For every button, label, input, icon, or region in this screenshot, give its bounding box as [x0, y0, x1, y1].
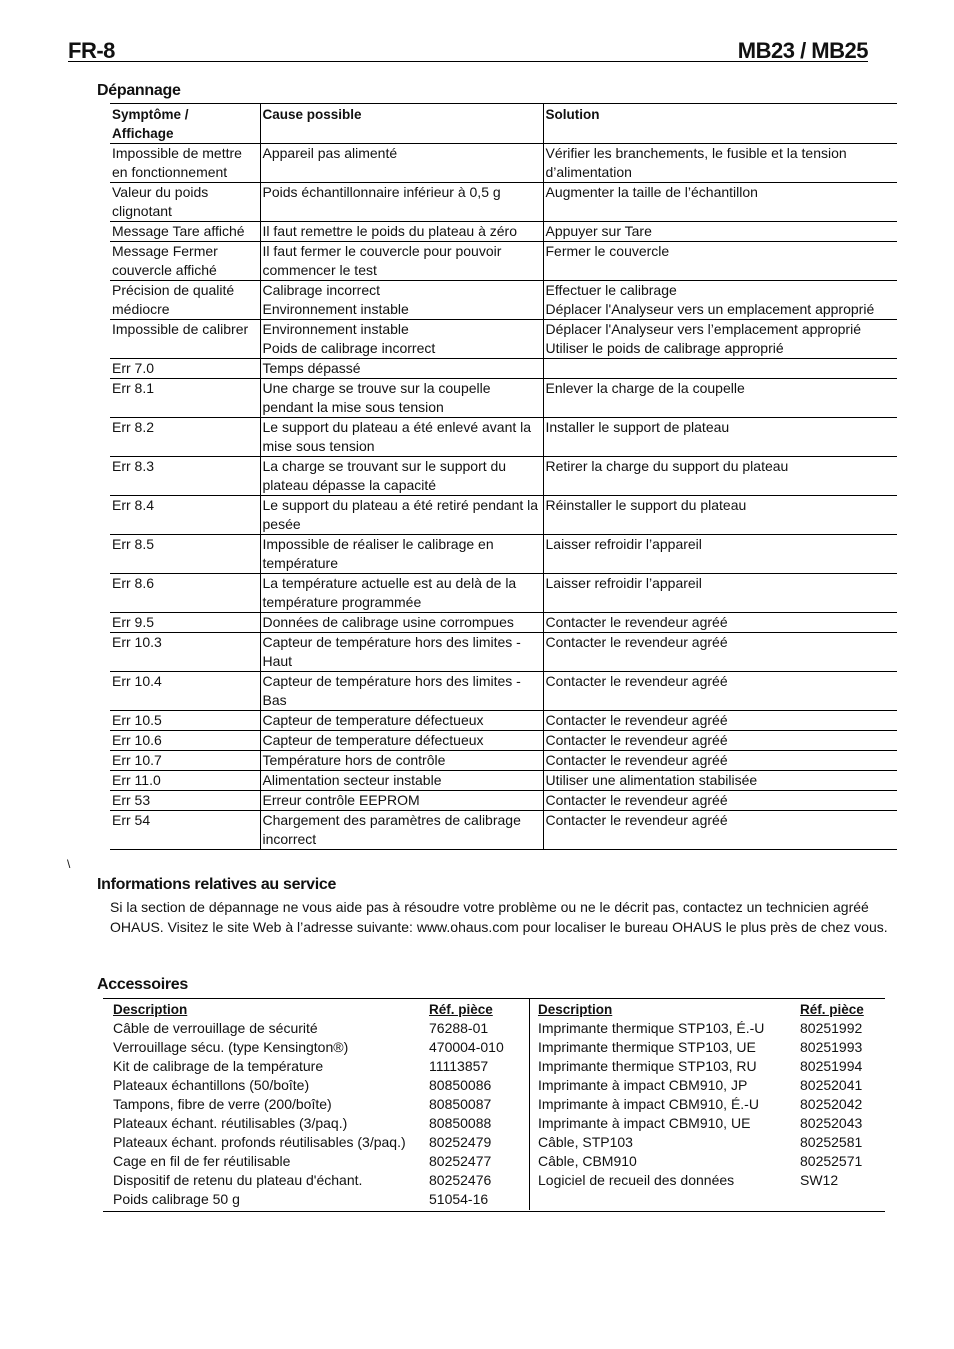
- troubleshooting-title: Dépannage: [97, 82, 181, 99]
- description-header: Description: [538, 1002, 613, 1017]
- table-row: [110, 811, 897, 850]
- table-row: [110, 535, 897, 574]
- accessory-part-number: SW12: [800, 1172, 839, 1188]
- symptom-cell: Err 11.0: [110, 771, 260, 791]
- cause-cell: Appareil pas alimenté: [260, 144, 543, 183]
- troubleshooting-table: [110, 103, 897, 850]
- cause-cell: Capteur de temperature défectueux: [260, 711, 543, 731]
- accessory-part-number: 51054-16: [429, 1191, 489, 1207]
- cause-cell: Il faut remettre le poids du plateau à zéro: [260, 222, 543, 242]
- accessory-description: Dispositif de retenu du plateau d'échant.: [113, 1172, 363, 1188]
- symptom-cell: Valeur du poids clignotant: [110, 183, 260, 222]
- accessory-item: [113, 1038, 504, 1057]
- solution-cell: Contacter le revendeur agréé: [543, 711, 897, 731]
- accessory-part-number: 80850086: [429, 1077, 492, 1093]
- accessory-part-number: 80252042: [800, 1096, 863, 1112]
- solution-cell: Laisser refroidir l’appareil: [543, 535, 897, 574]
- symptom-cell: Err 8.1: [110, 379, 260, 418]
- solution-cell: Déplacer l'Analyseur vers l’emplacement approprié Utiliser le poids de calibrage approprié: [543, 320, 897, 359]
- accessory-part-number: 80252043: [800, 1115, 863, 1131]
- accessory-description: Tampons, fibre de verre (200/boîte): [113, 1096, 332, 1112]
- cause-cell: Environnement instable Poids de calibrage incorrect: [260, 320, 543, 359]
- symptom-cell: Impossible de calibrer: [110, 320, 260, 359]
- cause-cell: La température actuelle est au delà de la température programmée: [260, 574, 543, 613]
- accessories-title: Accessoires: [97, 976, 188, 993]
- accessories-header-row: [113, 1000, 504, 1019]
- accessory-part-number: 80850087: [429, 1096, 492, 1112]
- accessory-part-number: 11113857: [429, 1058, 489, 1074]
- table-row: [110, 457, 897, 496]
- table-row: [110, 183, 897, 222]
- accessory-item: [538, 1114, 864, 1133]
- accessory-description: Imprimante thermique STP103, UE: [538, 1039, 756, 1055]
- solution-cell: Réinstaller le support du plateau: [543, 496, 897, 535]
- solution-cell: Contacter le revendeur agréé: [543, 633, 897, 672]
- table-row: [110, 242, 897, 281]
- symptom-cell: Err 8.6: [110, 574, 260, 613]
- table-row: [110, 633, 897, 672]
- cause-cell: Capteur de température hors des limites - Bas: [260, 672, 543, 711]
- cause-cell: Température hors de contrôle: [260, 751, 543, 771]
- accessory-description: Imprimante à impact CBM910, UE: [538, 1115, 751, 1131]
- table-row: [110, 574, 897, 613]
- table-row: [110, 771, 897, 791]
- table-row: [110, 144, 897, 183]
- table-row: [110, 320, 897, 359]
- accessory-part-number: 80251992: [800, 1020, 863, 1036]
- solution-cell: Appuyer sur Tare: [543, 222, 897, 242]
- service-title: Informations relatives au service: [97, 876, 337, 893]
- solution-cell: Augmenter la taille de l’échantillon: [543, 183, 897, 222]
- accessory-item: [113, 1057, 504, 1076]
- solution-cell: Retirer la charge du support du plateau: [543, 457, 897, 496]
- accessory-description: Plateaux échantillons (50/boîte): [113, 1077, 310, 1093]
- accessory-item: [113, 1190, 504, 1209]
- accessory-part-number: 76288-01: [429, 1020, 489, 1036]
- model-title: MB23 / MB25: [737, 38, 868, 63]
- accessory-description: Imprimante thermique STP103, RU: [538, 1058, 757, 1074]
- symptom-cell: Err 53: [110, 791, 260, 811]
- accessory-description: Plateaux échant. profonds réutilisables (3/paq.): [113, 1134, 406, 1150]
- table-row: [110, 731, 897, 751]
- solution-cell: Contacter le revendeur agréé: [543, 811, 897, 850]
- symptom-cell: Message Tare affiché: [110, 222, 260, 242]
- column-header: Solution: [543, 104, 897, 144]
- symptom-cell: Précision de qualité médiocre: [110, 281, 260, 320]
- accessory-description: Logiciel de recueil des données: [538, 1172, 735, 1188]
- accessory-item: [538, 1038, 864, 1057]
- symptom-cell: Err 8.3: [110, 457, 260, 496]
- accessory-part-number: 80252479: [429, 1134, 492, 1150]
- accessory-description: Cage en fil de fer réutilisable: [113, 1153, 291, 1169]
- symptom-cell: Err 10.6: [110, 731, 260, 751]
- accessory-description: Câble, STP103: [538, 1134, 633, 1150]
- stray-mark: \: [67, 857, 71, 871]
- accessory-item: [538, 1057, 864, 1076]
- accessory-item: [113, 1114, 504, 1133]
- accessory-description: Poids calibrage 50 g: [113, 1191, 240, 1207]
- accessory-part-number: 80251994: [800, 1058, 863, 1074]
- accessories-left-column: [113, 1000, 504, 1209]
- symptom-cell: Message Fermer couvercle affiché: [110, 242, 260, 281]
- solution-cell: Vérifier les branchements, le fusible et la tension d’alimentation: [543, 144, 897, 183]
- symptom-cell: Err 10.7: [110, 751, 260, 771]
- symptom-cell: Impossible de mettre en fonctionnement: [110, 144, 260, 183]
- solution-cell: Installer le support de plateau: [543, 418, 897, 457]
- accessory-item: [113, 1152, 504, 1171]
- cause-cell: Capteur de température hors des limites - Haut: [260, 633, 543, 672]
- symptom-cell: Err 7.0: [110, 359, 260, 379]
- symptom-cell: Err 8.2: [110, 418, 260, 457]
- accessory-part-number: 80252571: [800, 1153, 863, 1169]
- cause-cell: Capteur de temperature défectueux: [260, 731, 543, 751]
- table-row: [110, 672, 897, 711]
- accessory-item: [538, 1152, 864, 1171]
- accessory-description: Imprimante à impact CBM910, JP: [538, 1077, 748, 1093]
- symptom-cell: Err 9.5: [110, 613, 260, 633]
- accessory-item: [538, 1133, 864, 1152]
- accessory-item: [113, 1076, 504, 1095]
- cause-cell: La charge se trouvant sur le support du plateau dépasse la capacité: [260, 457, 543, 496]
- description-header: Description: [113, 1002, 188, 1017]
- cause-cell: Il faut fermer le couvercle pour pouvoir commencer le test: [260, 242, 543, 281]
- accessory-description: Imprimante à impact CBM910, É.-U: [538, 1096, 759, 1112]
- solution-cell: Contacter le revendeur agréé: [543, 791, 897, 811]
- cause-cell: Alimentation secteur instable: [260, 771, 543, 791]
- accessory-part-number: 80252041: [800, 1077, 863, 1093]
- table-row: [110, 418, 897, 457]
- accessory-description: Imprimante thermique STP103, É.-U: [538, 1020, 765, 1036]
- accessory-item: [113, 1133, 504, 1152]
- part-number-header: Réf. pièce: [800, 1002, 864, 1017]
- solution-cell: Fermer le couvercle: [543, 242, 897, 281]
- accessory-description: Plateaux échant. réutilisables (3/paq.): [113, 1115, 348, 1131]
- cause-cell: Poids échantillonnaire inférieur à 0,5 g: [260, 183, 543, 222]
- symptom-cell: Err 10.5: [110, 711, 260, 731]
- accessory-item: [113, 1171, 504, 1190]
- cause-cell: Impossible de réaliser le calibrage en température: [260, 535, 543, 574]
- cause-cell: Chargement des paramètres de calibrage incorrect: [260, 811, 543, 850]
- solution-cell: Contacter le revendeur agréé: [543, 751, 897, 771]
- table-header-row: [110, 104, 897, 144]
- cause-cell: Le support du plateau a été retiré pendant la pesée: [260, 496, 543, 535]
- accessory-item: [538, 1095, 864, 1114]
- solution-cell: Effectuer le calibrage Déplacer l'Analyseur vers un emplacement approprié: [543, 281, 897, 320]
- symptom-cell: Err 8.5: [110, 535, 260, 574]
- page-number: FR-8: [68, 38, 115, 63]
- accessory-part-number: 80251993: [800, 1039, 863, 1055]
- accessory-part-number: 80252476: [429, 1172, 492, 1188]
- solution-cell: Laisser refroidir l’appareil: [543, 574, 897, 613]
- symptom-cell: Err 54: [110, 811, 260, 850]
- table-row: [110, 379, 897, 418]
- symptom-cell: Err 8.4: [110, 496, 260, 535]
- accessories-divider: [529, 998, 530, 1210]
- accessory-part-number: 80850088: [429, 1115, 492, 1131]
- service-text: Si la section de dépannage ne vous aide pas à résoudre votre problème ou ne le décrit pas, contactez un technicien agréé OHAUS. Visitez le site Web à l’adresse suivante: www.ohaus.com pour localiser le bureau OHAUS le plus près de chez vous.: [110, 899, 888, 935]
- table-row: [110, 711, 897, 731]
- accessory-item: [538, 1076, 864, 1095]
- solution-cell: Contacter le revendeur agréé: [543, 731, 897, 751]
- part-number-header: Réf. pièce: [429, 1002, 493, 1017]
- cause-cell: Erreur contrôle EEPROM: [260, 791, 543, 811]
- table-row: [110, 222, 897, 242]
- cause-cell: Une charge se trouve sur la coupelle pendant la mise sous tension: [260, 379, 543, 418]
- accessory-part-number: 80252477: [429, 1153, 492, 1169]
- table-row: [110, 281, 897, 320]
- symptom-cell: Err 10.3: [110, 633, 260, 672]
- accessories-right-column: [538, 1000, 864, 1190]
- accessory-description: Câble de verrouillage de sécurité: [113, 1020, 318, 1036]
- solution-cell: Contacter le revendeur agréé: [543, 672, 897, 711]
- table-row: [110, 791, 897, 811]
- accessory-item: [538, 1171, 864, 1190]
- table-row: [110, 496, 897, 535]
- column-header: Symptôme / Affichage: [110, 104, 260, 144]
- table-row: [110, 751, 897, 771]
- accessory-part-number: 80252581: [800, 1134, 863, 1150]
- accessories-header-row: [538, 1000, 864, 1019]
- accessory-description: Verrouillage sécu. (type Kensington®): [113, 1039, 349, 1055]
- solution-cell: Utiliser une alimentation stabilisée: [543, 771, 897, 791]
- accessory-description: Kit de calibrage de la température: [113, 1058, 324, 1074]
- cause-cell: Données de calibrage usine corrompues: [260, 613, 543, 633]
- accessory-item: [538, 1019, 864, 1038]
- accessory-part-number: 470004-010: [429, 1039, 504, 1055]
- table-row: [110, 613, 897, 633]
- accessory-item: [113, 1019, 504, 1038]
- accessory-item: [113, 1095, 504, 1114]
- accessory-description: Câble, CBM910: [538, 1153, 637, 1169]
- symptom-cell: Err 10.4: [110, 672, 260, 711]
- solution-cell: Enlever la charge de la coupelle: [543, 379, 897, 418]
- cause-cell: Calibrage incorrect Environnement instable: [260, 281, 543, 320]
- column-header: Cause possible: [260, 104, 543, 144]
- solution-cell: [543, 359, 897, 379]
- header-rule: [68, 61, 868, 62]
- solution-cell: Contacter le revendeur agréé: [543, 613, 897, 633]
- cause-cell: Le support du plateau a été enlevé avant la mise sous tension: [260, 418, 543, 457]
- cause-cell: Temps dépassé: [260, 359, 543, 379]
- table-row: [110, 359, 897, 379]
